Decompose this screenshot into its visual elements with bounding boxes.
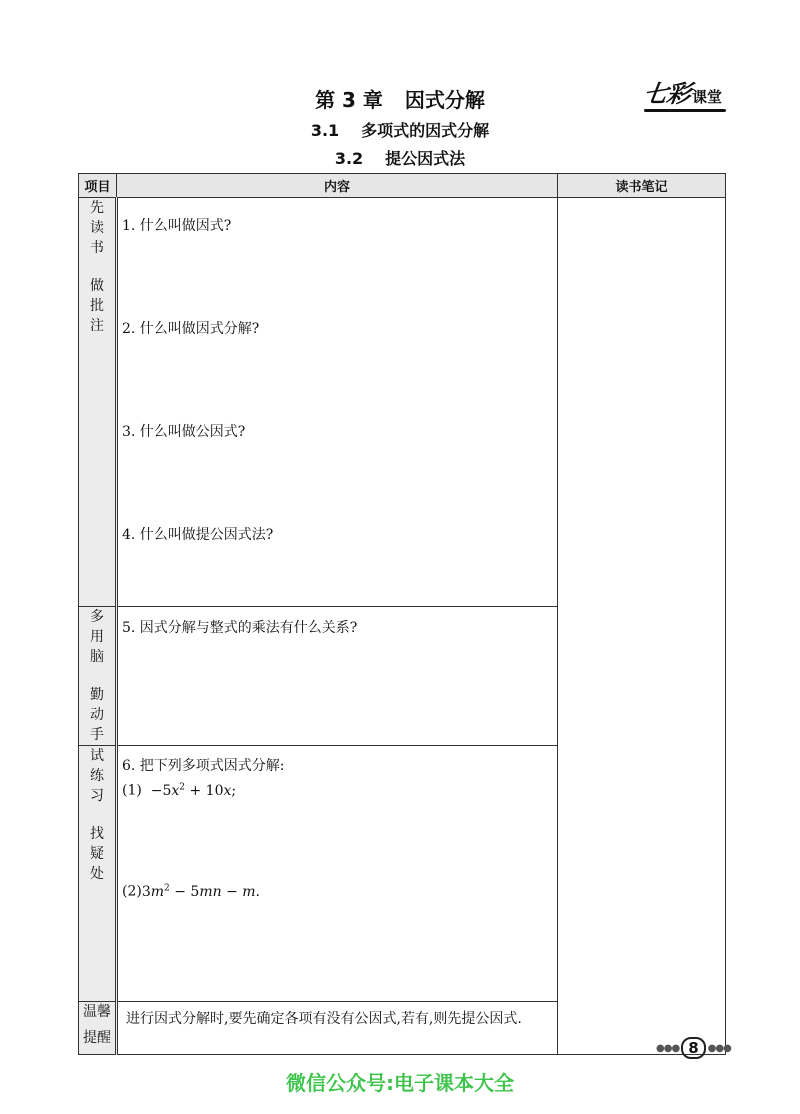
exercise-2 — [122, 883, 260, 900]
section-title-1 — [0, 118, 800, 141]
watermark: 微信公众号:电子课本大全 — [286, 1071, 514, 1095]
question-2: 2. 什么叫做因式分解? — [122, 321, 260, 337]
section-label-read — [79, 198, 117, 607]
section-label-practice — [79, 746, 117, 1002]
content-cell-practice — [117, 746, 558, 1002]
section-label-bottom: 勤动手 — [90, 687, 104, 743]
section-label-top: 试练习 — [90, 748, 104, 804]
section-1-number: 3.1 — [310, 121, 340, 140]
section-label-think — [79, 607, 117, 746]
chapter-name: 因式分解 — [404, 88, 485, 112]
notes-area[interactable] — [558, 198, 726, 1055]
question-6: 6. 把下列多项式因式分解: — [122, 758, 285, 774]
section-title-2 — [0, 146, 800, 169]
question-4: 4. 什么叫做提公因式法? — [122, 527, 274, 543]
section-label-tip — [79, 1002, 117, 1055]
section-label-top: 多用脑 — [90, 609, 104, 665]
page-number-badge — [656, 1037, 731, 1059]
content-cell-read — [117, 198, 558, 607]
table-header-row — [79, 174, 726, 198]
study-table — [78, 173, 726, 1055]
question-5: 5. 因式分解与整式的乘法有什么关系? — [122, 620, 358, 636]
section-2-name: 提公因式法 — [385, 149, 466, 168]
header-content: 内容 — [117, 174, 558, 198]
header-notes: 读书笔记 — [558, 174, 726, 198]
tip-text: 进行因式分解时,要先确定各项有没有公因式,若有,则先提公因式. — [117, 1002, 558, 1055]
tip-label-line-2: 提醒 — [83, 1030, 111, 1046]
question-3: 3. 什么叫做公因式? — [122, 424, 246, 440]
content-cell-think — [117, 607, 558, 746]
section-label-top: 先读书 — [90, 200, 104, 256]
exercise-1-expression: $-5x^2 + 10x$; — [146, 782, 237, 799]
brand-script: 七彩 — [641, 79, 692, 108]
question-1: 1. 什么叫做因式? — [122, 218, 232, 234]
section-label-bottom: 做批注 — [90, 278, 104, 334]
tip-label-line-1: 温馨 — [83, 1004, 111, 1020]
dots-right-icon: ●●● — [707, 1042, 731, 1054]
dots-left-icon: ●●● — [656, 1042, 680, 1054]
header-item: 项目 — [79, 174, 117, 198]
chapter-number: 第 3 章 — [315, 88, 383, 112]
brand-text: 课堂 — [691, 88, 722, 106]
page-number: 8 — [681, 1037, 705, 1059]
exercise-1 — [122, 782, 236, 799]
section-1-name: 多项式的因式分解 — [361, 121, 490, 140]
exercise-2-label: (2) — [122, 883, 142, 900]
chapter-title — [0, 84, 800, 113]
section-label-bottom: 找疑处 — [90, 826, 104, 882]
exercise-1-label: (1) — [122, 782, 142, 799]
exercise-2-expression: $3m^2 - 5mn - m$. — [141, 883, 260, 900]
section-2-number: 3.2 — [334, 149, 364, 168]
table-row-read — [79, 198, 726, 607]
